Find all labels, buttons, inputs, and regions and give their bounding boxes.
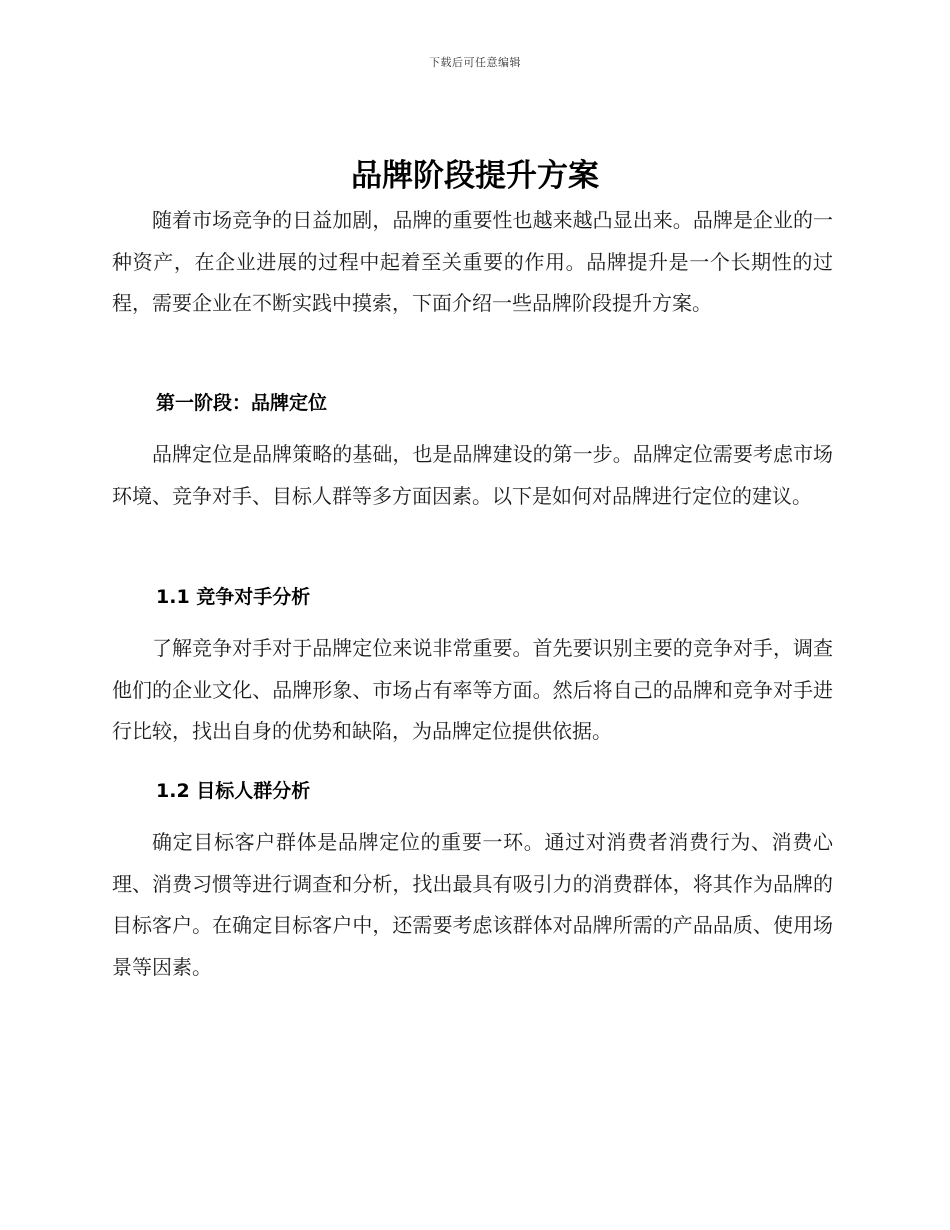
section-heading-target-audience-analysis: 1.2 目标人群分析 bbox=[156, 780, 311, 802]
header-note: 下载后可任意编辑 bbox=[429, 56, 521, 69]
intro-paragraph: 随着市场竞争的日益加剧，品牌的重要性也越来越凸显出来。品牌是企业的一种资产，在企业进展的过程中起着至关重要的作用。品牌提升是一个长期性的过程，需要企业在不断实践中摸索，下面介绍一些品牌阶段提升方案。 bbox=[112, 208, 833, 315]
section-heading-competitor-analysis: 1.1 竞争对手分析 bbox=[156, 586, 311, 608]
section-paragraph-stage-1: 品牌定位是品牌策略的基础，也是品牌建设的第一步。品牌定位需要考虑市场环境、竞争对手、目标人群等多方面因素。以下是如何对品牌进行定位的建议。 bbox=[112, 442, 833, 508]
section-paragraph-competitor-analysis: 了解竞争对手对于品牌定位来说非常重要。首先要识别主要的竞争对手，调查他们的企业文化、品牌形象、市场占有率等方面。然后将自己的品牌和竞争对手进行比较，找出自身的优势和缺陷，为品牌定位提供依据。 bbox=[112, 636, 833, 743]
section-paragraph-target-audience-analysis: 确定目标客户群体是品牌定位的重要一环。通过对消费者消费行为、消费心理、消费习惯等进行调查和分析，找出最具有吸引力的消费群体，将其作为品牌的目标客户。在确定目标客户中，还需要考虑该群体对品牌所需的产品品质、使用场景等因素。 bbox=[112, 830, 833, 979]
section-heading-stage-1: 第一阶段：品牌定位 bbox=[156, 392, 328, 414]
document-title: 品牌阶段提升方案 bbox=[351, 158, 599, 194]
